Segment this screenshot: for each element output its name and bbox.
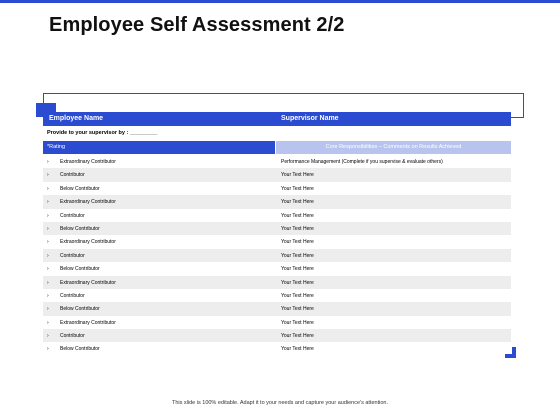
chevron-right-icon: › — [47, 333, 49, 340]
assessment-table — [43, 155, 511, 356]
rating-cell: Contributor — [60, 333, 85, 340]
comments-header-label: Core Responsibilities – Comments on Results Achieved — [325, 144, 462, 150]
chevron-right-icon: › — [47, 346, 49, 353]
rating-cell: Extraordinary Contributor — [60, 319, 116, 326]
table-row — [43, 289, 511, 302]
rating-cell: Extraordinary Contributor — [60, 199, 116, 206]
chevron-right-icon: › — [47, 252, 49, 259]
table-row — [43, 209, 511, 222]
chevron-right-icon: › — [47, 306, 49, 313]
rating-cell: Extraordinary Contributor — [60, 159, 116, 165]
table-row — [43, 342, 511, 355]
chevron-right-icon: › — [47, 212, 49, 219]
comment-cell: Performance Management (Complete if you supervise & evaluate others) — [281, 159, 443, 165]
comment-cell: Your Text Here — [281, 172, 314, 179]
employee-name-label: Employee Name — [49, 115, 104, 122]
rating-cell: Below Contributor — [60, 346, 100, 353]
table-row — [43, 302, 511, 315]
page-title: Employee Self Assessment 2/2 — [49, 14, 345, 36]
chevron-right-icon: › — [47, 292, 49, 299]
comment-cell: Your Text Here — [281, 292, 314, 299]
comment-cell: Your Text Here — [281, 346, 314, 353]
chevron-right-icon: › — [47, 319, 49, 326]
rating-cell: Below Contributor — [60, 266, 100, 273]
table-row — [43, 276, 511, 289]
chevron-right-icon: › — [47, 199, 49, 206]
supervisor-deadline-prompt: Provide to your supervisor by : _________ — [47, 130, 158, 136]
footer-note: This slide is 100% editable. Adapt it to your needs and capture your audience's attention. — [172, 400, 388, 406]
chevron-right-icon: › — [47, 279, 49, 286]
table-row — [43, 168, 511, 181]
name-header-bar — [43, 112, 511, 126]
comments-column-header — [276, 141, 511, 154]
comment-cell: Your Text Here — [281, 199, 314, 206]
comment-cell: Your Text Here — [281, 225, 314, 232]
rating-cell: Contributor — [60, 292, 85, 299]
comment-cell: Your Text Here — [281, 185, 314, 192]
corner-accent-bottom-right — [505, 347, 516, 358]
rating-header-label: *Rating — [47, 144, 66, 150]
comment-cell: Your Text Here — [281, 319, 314, 326]
rating-cell: Extraordinary Contributor — [60, 239, 116, 246]
rating-cell: Contributor — [60, 172, 85, 179]
rating-cell: Extraordinary Contributor — [60, 279, 116, 286]
rating-cell: Contributor — [60, 212, 85, 219]
comment-cell: Your Text Here — [281, 279, 314, 286]
rating-cell: Below Contributor — [60, 225, 100, 232]
comment-cell: Your Text Here — [281, 239, 314, 246]
table-row — [43, 329, 511, 342]
table-row — [43, 155, 511, 168]
rating-column-header — [43, 141, 275, 154]
table-row — [43, 316, 511, 329]
chevron-right-icon: › — [47, 266, 49, 273]
rating-cell: Contributor — [60, 252, 85, 259]
chevron-right-icon: › — [47, 185, 49, 192]
table-row — [43, 235, 511, 248]
comment-cell: Your Text Here — [281, 212, 314, 219]
rating-cell: Below Contributor — [60, 185, 100, 192]
table-row — [43, 182, 511, 195]
comment-cell: Your Text Here — [281, 266, 314, 273]
top-accent-rule — [0, 0, 560, 3]
table-row — [43, 222, 511, 235]
chevron-right-icon: › — [47, 239, 49, 246]
chevron-right-icon: › — [47, 172, 49, 179]
comment-cell: Your Text Here — [281, 252, 314, 259]
rating-cell: Below Contributor — [60, 306, 100, 313]
table-row — [43, 249, 511, 262]
comment-cell: Your Text Here — [281, 333, 314, 340]
table-row — [43, 262, 511, 275]
chevron-right-icon: › — [47, 225, 49, 232]
comment-cell: Your Text Here — [281, 306, 314, 313]
table-row — [43, 195, 511, 208]
supervisor-name-label: Supervisor Name — [281, 115, 339, 122]
chevron-right-icon: › — [47, 159, 49, 165]
